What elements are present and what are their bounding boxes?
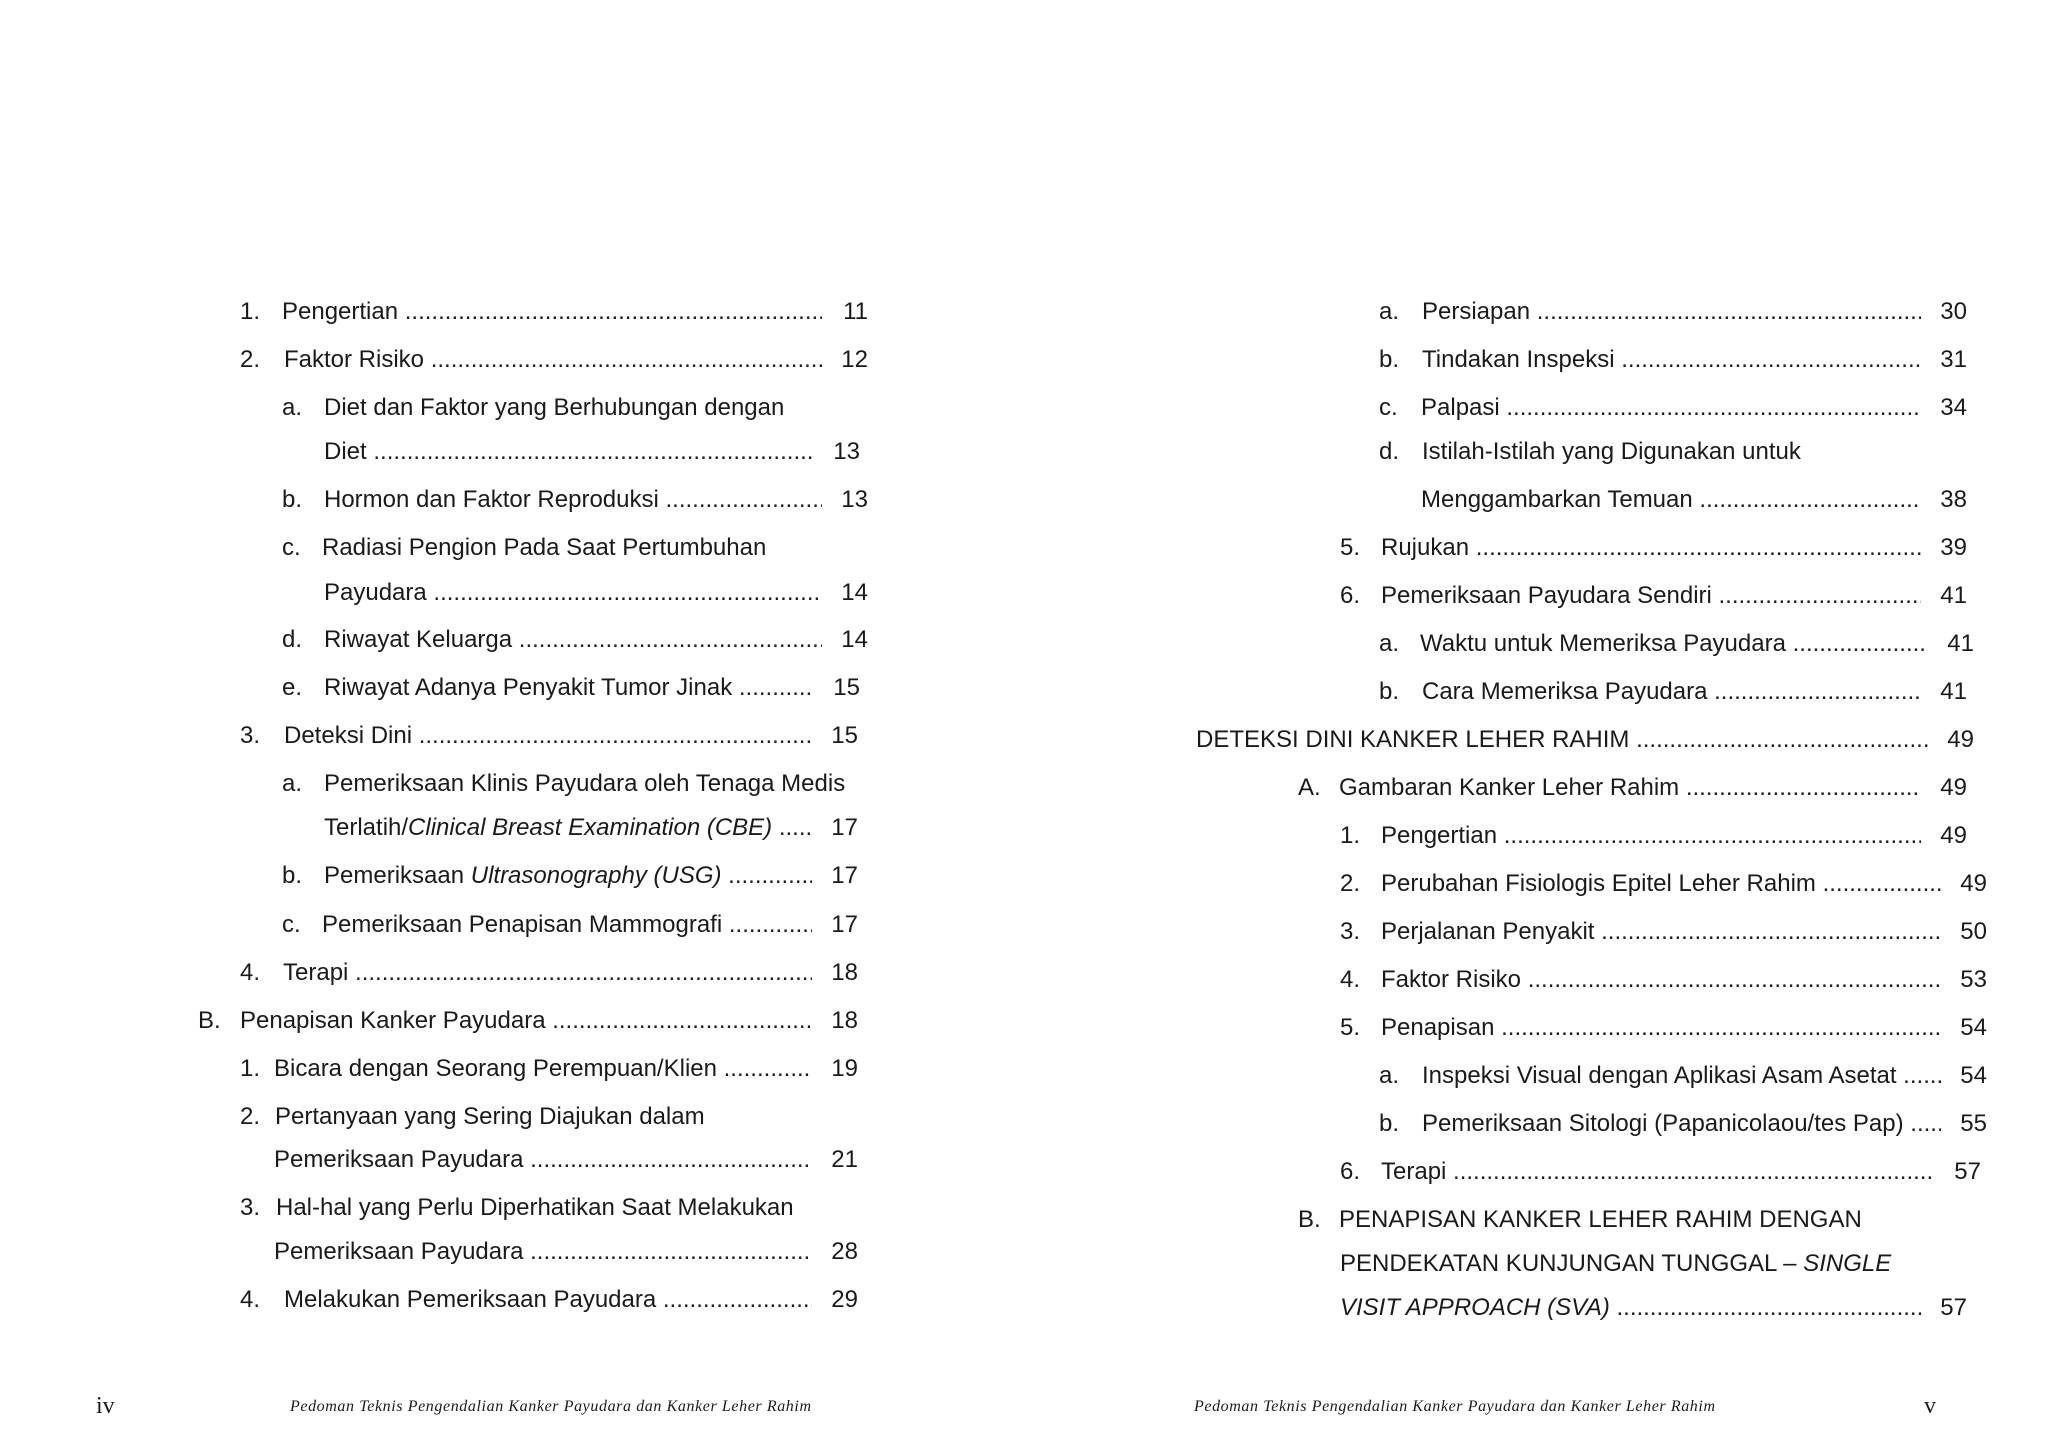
toc-entry-number: 1. <box>240 298 261 325</box>
toc-entry-page-number: 49 <box>1960 870 1987 897</box>
toc-entry-number: B. <box>198 1007 221 1034</box>
toc-entry-number: 4. <box>240 1286 261 1313</box>
toc-entry-number: 3. <box>240 722 261 749</box>
toc-entry <box>1379 677 1967 707</box>
toc-entry-number: 4. <box>1340 966 1361 993</box>
toc-entry-page-number: 11 <box>843 298 868 325</box>
toc-entry-page-number: 41 <box>1940 678 1967 705</box>
toc-entry-title: Pemeriksaan Sitologi (Papanicolaou/tes Pap) ..... <box>1422 1109 1941 1139</box>
toc-entry <box>240 345 868 375</box>
toc-entry <box>198 1006 858 1036</box>
toc-entry-italic-title: SINGLE <box>1803 1250 1892 1277</box>
toc-entry-number: a. <box>282 394 303 421</box>
toc-entry-title: Palpasi ..... <box>1421 393 1921 423</box>
toc-entry <box>1340 869 1987 899</box>
toc-entry-title: Bicara dengan Seorang Perempuan/Klien ..... <box>274 1054 812 1084</box>
toc-entry-title: DETEKSI DINI KANKER LEHER RAHIM ..... <box>1196 725 1928 755</box>
toc-entry-number: d. <box>282 626 303 653</box>
toc-entry-number: c. <box>282 534 301 561</box>
toc-entry-page-number: 55 <box>1960 1110 1987 1137</box>
toc-entry <box>1340 965 1987 995</box>
toc-entry <box>1196 725 1974 755</box>
toc-entry-title: PENAPISAN KANKER LEHER RAHIM DENGAN <box>1339 1206 1862 1233</box>
toc-entry-title: Menggambarkan Temuan ..... <box>1421 485 1921 515</box>
toc-entry-page-number: 13 <box>833 438 860 465</box>
toc-entry-title: Terapi ..... <box>1381 1157 1935 1187</box>
toc-entry <box>282 673 860 703</box>
toc-entry-number: 2. <box>240 346 261 373</box>
toc-entry-title: Riwayat Adanya Penyakit Tumor Jinak ..... <box>324 673 814 703</box>
toc-entry <box>282 533 868 563</box>
toc-entry-title: Pemeriksaan Payudara ..... <box>274 1237 812 1267</box>
toc-entry-page-number: 34 <box>1940 394 1967 421</box>
toc-entry-page-number: 38 <box>1940 486 1967 513</box>
toc-entry-page-number: 18 <box>831 1007 858 1034</box>
toc-entry-number: 1. <box>1340 822 1361 849</box>
toc-entry-page-number: 50 <box>1960 918 1987 945</box>
toc-entry <box>240 1102 868 1132</box>
toc-entry-title: Pemeriksaan Ultrasonography (USG) ..... <box>324 861 812 891</box>
toc-entry-page-number: 29 <box>831 1286 858 1313</box>
toc-entry <box>282 485 868 515</box>
toc-entry-number: c. <box>282 911 301 938</box>
toc-entry <box>1379 345 1967 375</box>
toc-entry-number: 3. <box>240 1194 261 1221</box>
toc-entry <box>1379 1061 1987 1091</box>
toc-entry-title: Penapisan Kanker Payudara ..... <box>240 1006 812 1036</box>
toc-entry <box>282 625 868 655</box>
toc-entry-title: Terlatih/Clinical Breast Examination (CBE) ..... <box>324 813 812 843</box>
toc-entry <box>1340 533 1967 563</box>
footer-title: Pedoman Teknis Pengendalian Kanker Payudara dan Kanker Leher Rahim <box>290 1398 812 1415</box>
toc-entry-title: Terapi ..... <box>283 958 812 988</box>
toc-entry-number: 5. <box>1340 534 1361 561</box>
toc-entry-title: Hal-hal yang Perlu Diperhatikan Saat Melakukan <box>276 1194 794 1221</box>
toc-entry-page-number: 39 <box>1940 534 1967 561</box>
toc-entry-number: 2. <box>1340 870 1361 897</box>
toc-entry-page-number: 54 <box>1960 1014 1987 1041</box>
toc-entry <box>240 958 858 988</box>
toc-entry-number: b. <box>1379 678 1400 705</box>
toc-entry-title: Perjalanan Penyakit ..... <box>1381 917 1941 947</box>
toc-entry-page-number: 54 <box>1960 1062 1987 1089</box>
toc-entry <box>1340 917 1987 947</box>
toc-entry <box>1379 485 1967 515</box>
toc-entry <box>1298 1205 1967 1235</box>
toc-entry-title: Pemeriksaan Payudara Sendiri ..... <box>1381 581 1921 611</box>
toc-entry-title: Radiasi Pengion Pada Saat Pertumbuhan <box>322 534 767 561</box>
toc-entry-number: a. <box>1379 1062 1400 1089</box>
toc-entry <box>240 1145 858 1175</box>
toc-entry-number: b. <box>282 862 303 889</box>
toc-entry-title: PENDEKATAN KUNJUNGAN TUNGGAL – SINGLE <box>1340 1250 1892 1277</box>
toc-entry-number: a. <box>1379 298 1400 325</box>
toc-entry-page-number: 14 <box>841 579 868 606</box>
toc-entry-page-number: 17 <box>831 862 858 889</box>
toc-entry <box>282 437 860 467</box>
toc-entry-number: 6. <box>1340 582 1361 609</box>
toc-entry-title: Inspeksi Visual dengan Aplikasi Asam Asetat ..... <box>1422 1061 1941 1091</box>
toc-entry-title: Diet ..... <box>324 437 814 467</box>
toc-entry-title: Melakukan Pemeriksaan Payudara ..... <box>284 1285 812 1315</box>
toc-entry-title: Gambaran Kanker Leher Rahim ..... <box>1339 773 1921 803</box>
toc-entry <box>240 297 868 327</box>
toc-entry-page-number: 49 <box>1940 822 1967 849</box>
toc-entry-page-number: 41 <box>1940 582 1967 609</box>
toc-entry-page-number: 21 <box>831 1146 858 1173</box>
toc-entry <box>282 578 868 608</box>
toc-entry-title: Pemeriksaan Penapisan Mammografi ..... <box>322 910 812 940</box>
toc-entry-page-number: 18 <box>831 959 858 986</box>
toc-entry <box>1340 1013 1987 1043</box>
toc-entry-number: 4. <box>240 959 261 986</box>
toc-entry-page-number: 15 <box>831 722 858 749</box>
toc-entry-number: e. <box>282 674 303 701</box>
toc-entry-title: Istilah-Istilah yang Digunakan untuk <box>1422 438 1801 465</box>
toc-entry-number: a. <box>1379 630 1400 657</box>
toc-entry-page-number: 49 <box>1947 726 1974 753</box>
toc-entry-page-number: 12 <box>841 346 868 373</box>
toc-entry <box>1340 1157 1981 1187</box>
toc-entry-page-number: 30 <box>1940 298 1967 325</box>
toc-entry-title: Penapisan ..... <box>1381 1013 1941 1043</box>
toc-entry-title: Pemeriksaan Payudara ..... <box>274 1145 812 1175</box>
toc-entry <box>1379 1109 1987 1139</box>
toc-entry <box>240 1054 858 1084</box>
toc-entry-title: Persiapan ..... <box>1422 297 1921 327</box>
page-number: iv <box>96 1393 115 1419</box>
toc-entry <box>1379 393 1967 423</box>
toc-entry <box>282 910 858 940</box>
toc-entry <box>1379 297 1967 327</box>
toc-entry-page-number: 28 <box>831 1238 858 1265</box>
toc-entry-page-number: 41 <box>1947 630 1974 657</box>
toc-entry-page-number: 19 <box>831 1055 858 1082</box>
toc-entry <box>282 861 858 891</box>
toc-entry-number: A. <box>1298 774 1321 801</box>
toc-entry <box>240 1193 868 1223</box>
toc-entry-title: Pemeriksaan Klinis Payudara oleh Tenaga Medis <box>324 770 846 797</box>
toc-entry-title: Tindakan Inspeksi ..... <box>1422 345 1921 375</box>
toc-entry <box>282 813 858 843</box>
toc-entry <box>1340 821 1967 851</box>
toc-entry-page-number: 57 <box>1954 1158 1981 1185</box>
toc-entry-title: Rujukan ..... <box>1381 533 1921 563</box>
toc-entry-title: Diet dan Faktor yang Berhubungan dengan <box>324 394 785 421</box>
toc-entry <box>1298 1249 1967 1279</box>
toc-entry <box>1379 629 1974 659</box>
toc-entry-number: 6. <box>1340 1158 1361 1185</box>
toc-entry <box>240 721 858 751</box>
toc-entry-italic-title: Clinical Breast Examination (CBE) <box>408 814 773 841</box>
toc-entry <box>1298 1293 1967 1323</box>
toc-entry-title: Deteksi Dini ..... <box>284 721 812 751</box>
toc-entry-page-number: 31 <box>1940 346 1967 373</box>
toc-entry-title: Perubahan Fisiologis Epitel Leher Rahim ..... <box>1381 869 1941 899</box>
toc-entry-title: Hormon dan Faktor Reproduksi ..... <box>324 485 822 515</box>
toc-entry-italic-title: Ultrasonography (USG) <box>470 862 722 889</box>
toc-entry-title: Riwayat Keluarga ..... <box>324 625 822 655</box>
toc-entry-title: Faktor Risiko ..... <box>1381 965 1941 995</box>
toc-entry-number: 1. <box>240 1055 261 1082</box>
toc-entry <box>1298 773 1967 803</box>
toc-entry <box>1379 437 1967 467</box>
toc-entry-title: Pertanyaan yang Sering Diajukan dalam <box>275 1103 705 1130</box>
toc-entry-number: b. <box>282 486 303 513</box>
toc-entry <box>240 1237 858 1267</box>
toc-entry-page-number: 57 <box>1940 1294 1967 1321</box>
toc-entry-page-number: 53 <box>1960 966 1987 993</box>
toc-entry <box>282 393 868 423</box>
toc-entry-italic-title: VISIT APPROACH (SVA) <box>1340 1294 1610 1321</box>
toc-entry-title <box>1340 1293 1921 1323</box>
toc-entry-number: b. <box>1379 1110 1400 1137</box>
toc-entry-number: 3. <box>1340 918 1361 945</box>
toc-entry-title: Pengertian ..... <box>1381 821 1921 851</box>
toc-entry-page-number: 17 <box>831 814 858 841</box>
toc-entry-title: Faktor Risiko ..... <box>284 345 822 375</box>
page-number: v <box>1924 1393 1936 1419</box>
toc-entry-page-number: 17 <box>831 911 858 938</box>
toc-entry-title: Pengertian ..... <box>282 297 822 327</box>
toc-entry-page-number: 13 <box>841 486 868 513</box>
toc-entry-title: Payudara ..... <box>324 578 822 608</box>
toc-entry-page-number: 15 <box>833 674 860 701</box>
toc-entry-number: b. <box>1379 346 1400 373</box>
toc-entry-page-number: 49 <box>1940 774 1967 801</box>
toc-entry-number: d. <box>1379 438 1400 465</box>
toc-entry-number: a. <box>282 770 303 797</box>
toc-entry <box>1340 581 1967 611</box>
toc-entry-number: 5. <box>1340 1014 1361 1041</box>
toc-entry-number: c. <box>1379 394 1398 421</box>
toc-entry-number: B. <box>1298 1206 1321 1233</box>
toc-entry-page-number: 14 <box>841 626 868 653</box>
toc-entry-title: Cara Memeriksa Payudara ..... <box>1422 677 1921 707</box>
right-page <box>1024 0 2048 1448</box>
footer-title: Pedoman Teknis Pengendalian Kanker Payudara dan Kanker Leher Rahim <box>1194 1398 1716 1415</box>
toc-entry-number: 2. <box>240 1103 261 1130</box>
toc-entry <box>282 769 868 799</box>
toc-entry <box>240 1285 858 1315</box>
toc-entry-title: Waktu untuk Memeriksa Payudara ..... <box>1420 629 1928 659</box>
